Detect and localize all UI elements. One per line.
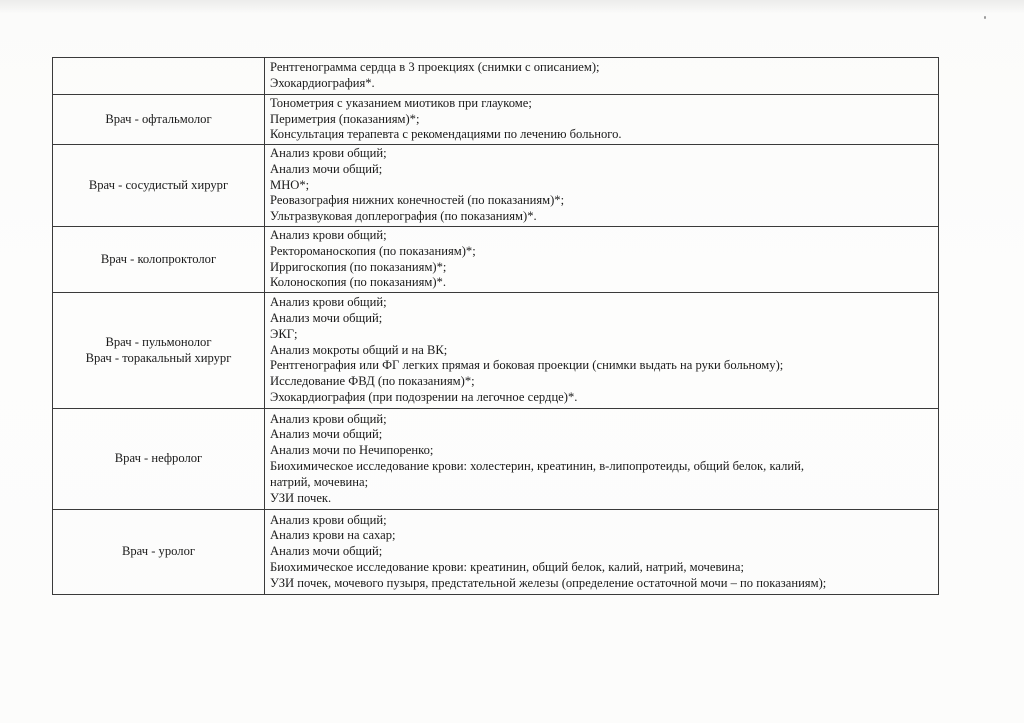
test-item: Анализ мокроты общий и на ВК; (270, 342, 448, 357)
scan-edge-shadow (0, 0, 1024, 14)
test-item: натрий, мочевина; (270, 474, 369, 489)
test-item: Анализ крови общий; (270, 227, 387, 242)
doctor-cell (53, 227, 265, 293)
tests-cell (265, 145, 939, 227)
tests-cell (265, 58, 939, 95)
tests-cell (265, 293, 939, 409)
tests-cell (265, 227, 939, 293)
test-item: Реовазография нижних конечностей (по показаниям)*; (270, 193, 565, 208)
doctor-name: Врач - нефролог (114, 451, 203, 466)
test-item: Биохимическое исследование крови: холестерин, креатинин, в-липопротеиды, общий белок, калий, (270, 459, 804, 473)
table-row (53, 409, 939, 510)
table-row (53, 510, 939, 595)
doctor-cell (53, 293, 265, 409)
doctor-cell (53, 95, 265, 145)
table-row (53, 145, 939, 227)
doctor-name: Врач - колопроктолог (100, 251, 217, 266)
test-item: Анализ мочи общий; (270, 544, 383, 559)
scan-speck (984, 16, 986, 19)
test-item: Анализ мочи общий; (270, 311, 383, 325)
test-item: Рентгенография или ФГ легких прямая и боковая проекции (снимки выдать на руки больному); (270, 358, 784, 373)
tests-cell (265, 95, 939, 145)
test-item: Эхокардиография*. (270, 76, 375, 90)
test-item: Рентгенограмма сердца в 3 проекциях (снимки с описанием); (270, 60, 600, 75)
table-row (53, 95, 939, 145)
table-row (53, 58, 939, 95)
test-item: МНО*; (270, 177, 310, 192)
doctor-name: Врач - офтальмолог (105, 111, 212, 126)
test-item: Исследование ФВД (по показаниям)*; (270, 374, 475, 389)
doctor-name: Врач - сосудистый хирург (88, 177, 229, 192)
test-item: Ультразвуковая доплерография (по показаниям)*. (270, 209, 537, 224)
test-item: Анализ крови общий; (270, 411, 387, 426)
test-item: Периметрия (показаниям)*; (270, 111, 420, 126)
test-item: Анализ крови общий; (270, 512, 387, 527)
test-item: Тонометрия с указанием миотиков при глаукоме; (270, 95, 532, 110)
doctor-name: Врач - уролог (121, 544, 196, 559)
test-item: УЗИ почек, мочевого пузыря, предстательной железы (определение остаточной мочи – по показаниям); (270, 575, 827, 590)
test-item: Анализ мочи общий; (270, 161, 383, 176)
doctor-cell (53, 510, 265, 595)
table-row (53, 227, 939, 293)
doctor-cell (53, 58, 265, 95)
test-item: Ректороманоскопия (по показаниям)*; (270, 243, 476, 258)
test-item: Консультация терапевта с рекомендациями по лечению больного. (270, 127, 622, 142)
test-item: Эхокардиография (при подозрении на легочное сердце)*. (270, 389, 578, 404)
exam-requirements-table (52, 57, 939, 595)
test-item: Биохимическое исследование крови: креатинин, общий белок, калий, натрий, мочевина; (270, 559, 744, 574)
test-item: Ирригоскопия (по показаниям)*; (270, 259, 447, 274)
table-row (53, 293, 939, 409)
doctor-name: Врач - торакальный хирург (85, 350, 232, 365)
doctor-name: Врач - пульмонолог (105, 334, 212, 349)
test-item: УЗИ почек. (270, 490, 332, 505)
test-item: Анализ мочи по Нечипоренко; (270, 443, 434, 458)
test-item: Анализ крови общий; (270, 295, 387, 310)
tests-cell (265, 409, 939, 510)
test-item: Анализ крови общий; (270, 146, 387, 160)
doctor-cell (53, 145, 265, 227)
test-item: Анализ крови на сахар; (270, 528, 396, 543)
test-item: Анализ мочи общий; (270, 427, 383, 442)
test-item: Колоноскопия (по показаниям)*. (270, 275, 446, 290)
doctor-cell (53, 409, 265, 510)
tests-cell (265, 510, 939, 595)
test-item: ЭКГ; (270, 326, 298, 341)
